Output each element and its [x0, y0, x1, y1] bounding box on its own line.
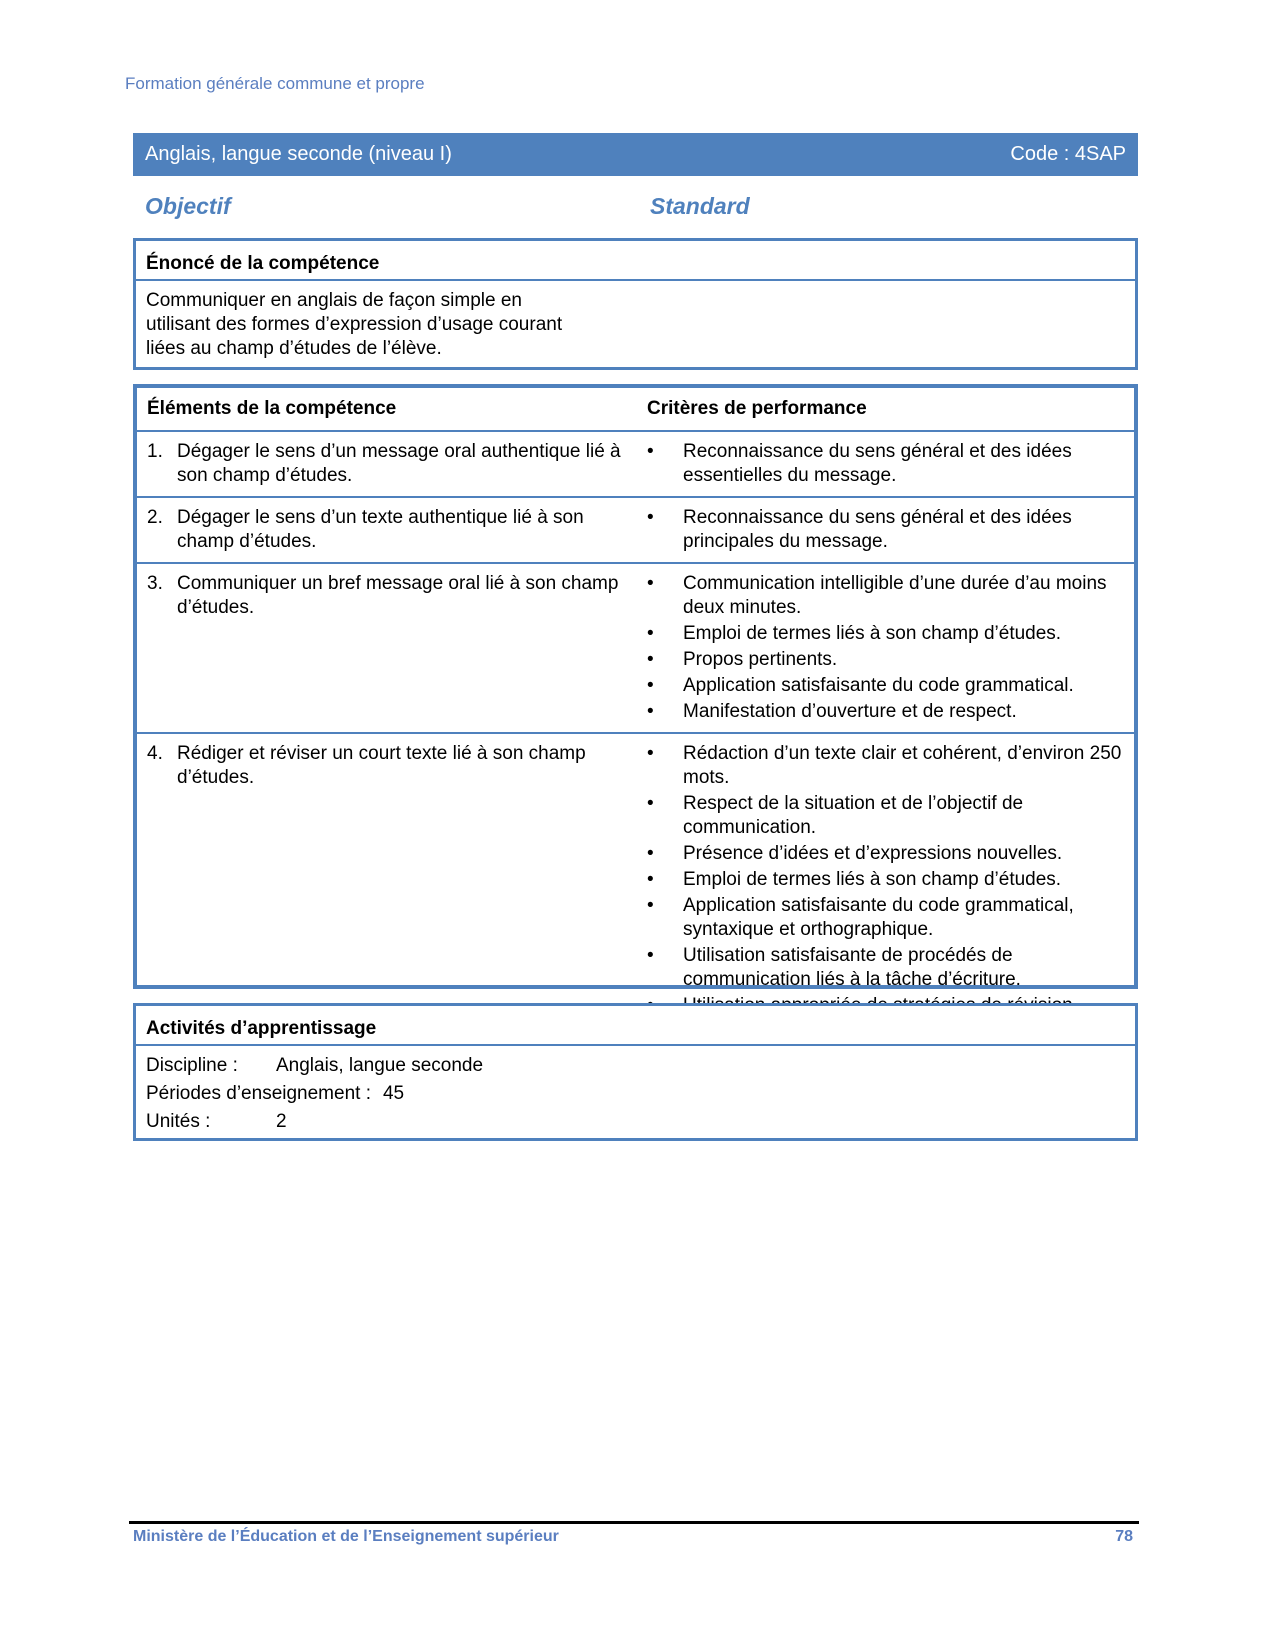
footer-rule: [129, 1521, 1139, 1524]
element-row: [137, 497, 1134, 563]
criteria-cell: [637, 497, 1134, 563]
criteria-cell: [637, 431, 1134, 497]
element-item: [147, 440, 627, 488]
element-text: Communiquer un bref message oral lié à son champ d’études.: [177, 573, 619, 618]
periodes-value: 45: [382, 1083, 405, 1104]
unites-value: 2: [276, 1111, 287, 1132]
criteria-list: [647, 742, 1124, 1018]
enonce-line: liées au champ d’études de l’élève.: [146, 338, 442, 359]
course-code: Code : 4SAP: [1010, 143, 1126, 165]
element-number: 2.: [147, 507, 163, 528]
element-text: Rédiger et réviser un court texte lié à son champ d’études.: [177, 743, 586, 788]
criteria-heading: Critères de performance: [637, 388, 1134, 431]
course-title-bar: [133, 133, 1138, 176]
footer: [133, 1528, 1133, 1546]
elements-box: [133, 384, 1138, 989]
element-cell: [137, 563, 637, 733]
enonce-line: utilisant des formes d’expression d’usage courant: [146, 314, 563, 335]
criterion-item: • Emploi de termes liés à son champ d’études.: [647, 868, 1124, 892]
element-cell: [137, 431, 637, 497]
running-header: Formation générale commune et propre: [125, 74, 425, 93]
objective-line: [145, 193, 1045, 220]
criterion-item: • Présence d’idées et d’expressions nouvelles.: [647, 842, 1124, 866]
criterion-item: • Respect de la situation et de l’objectif de communication.: [647, 792, 1124, 840]
enonce-line: Communiquer en anglais de façon simple en: [146, 290, 522, 311]
element-item: [147, 742, 627, 790]
enonce-text: [136, 281, 626, 369]
discipline-label: Discipline :: [146, 1055, 238, 1076]
course-title: Anglais, langue seconde (niveau I): [145, 143, 452, 165]
criterion-item: • Manifestation d’ouverture et de respect.: [647, 700, 1124, 724]
criteria-cell: [637, 563, 1134, 733]
criteria-list: [647, 440, 1124, 488]
criterion-item: • Rédaction d’un texte clair et cohérent, d’environ 250 mots.: [647, 742, 1124, 790]
criterion-item: • Communication intelligible d’une durée d’au moins deux minutes.: [647, 572, 1124, 620]
criterion-item: • Application satisfaisante du code grammatical.: [647, 674, 1124, 698]
criterion-item: • Utilisation satisfaisante de procédés de communication liés à la tâche d’écriture.: [647, 944, 1124, 992]
element-row: [137, 563, 1134, 733]
elements-heading: Éléments de la compétence: [137, 388, 637, 431]
criterion-item: • Application satisfaisante du code grammatical, syntaxique et orthographique.: [647, 894, 1124, 942]
periodes-label: Périodes d’enseignement :: [146, 1083, 371, 1104]
element-row: [137, 431, 1134, 497]
discipline-row: [146, 1052, 1125, 1080]
unites-label: Unités :: [146, 1111, 211, 1132]
enonce-box: [133, 238, 1138, 370]
element-number: 3.: [147, 573, 163, 594]
criteria-cell: [637, 733, 1134, 1026]
element-row: [137, 733, 1134, 1026]
enonce-heading: Énoncé de la compétence: [136, 241, 1135, 281]
criterion-item: • Reconnaissance du sens général et des idées principales du message.: [647, 506, 1124, 554]
element-number: 1.: [147, 441, 163, 462]
element-number: 4.: [147, 743, 163, 764]
standard-label: Standard: [650, 193, 750, 219]
criteria-list: [647, 506, 1124, 554]
criterion-item: • Propos pertinents.: [647, 648, 1124, 672]
element-cell: [137, 733, 637, 1026]
element-item: [147, 572, 627, 620]
page-number: 78: [1115, 1528, 1133, 1545]
criterion-item: • Emploi de termes liés à son champ d’études.: [647, 622, 1124, 646]
objective-label: Objectif: [145, 193, 231, 219]
criterion-item: • Reconnaissance du sens général et des idées essentielles du message.: [647, 440, 1124, 488]
element-cell: [137, 497, 637, 563]
footer-ministry: Ministère de l’Éducation et de l’Enseignement supérieur: [133, 1528, 559, 1545]
criteria-list: [647, 572, 1124, 724]
activites-heading: Activités d’apprentissage: [136, 1006, 1135, 1046]
element-text: Dégager le sens d’un message oral authentique lié à son champ d’études.: [177, 441, 621, 486]
activites-box: [133, 1003, 1138, 1141]
activites-body: [136, 1046, 1135, 1142]
discipline-value: Anglais, langue seconde: [276, 1055, 484, 1076]
element-item: [147, 506, 627, 554]
element-text: Dégager le sens d’un texte authentique lié à son champ d’études.: [177, 507, 584, 552]
unites-row: [146, 1108, 1125, 1136]
elements-table: [137, 388, 1134, 1026]
periodes-row: [146, 1080, 1125, 1108]
